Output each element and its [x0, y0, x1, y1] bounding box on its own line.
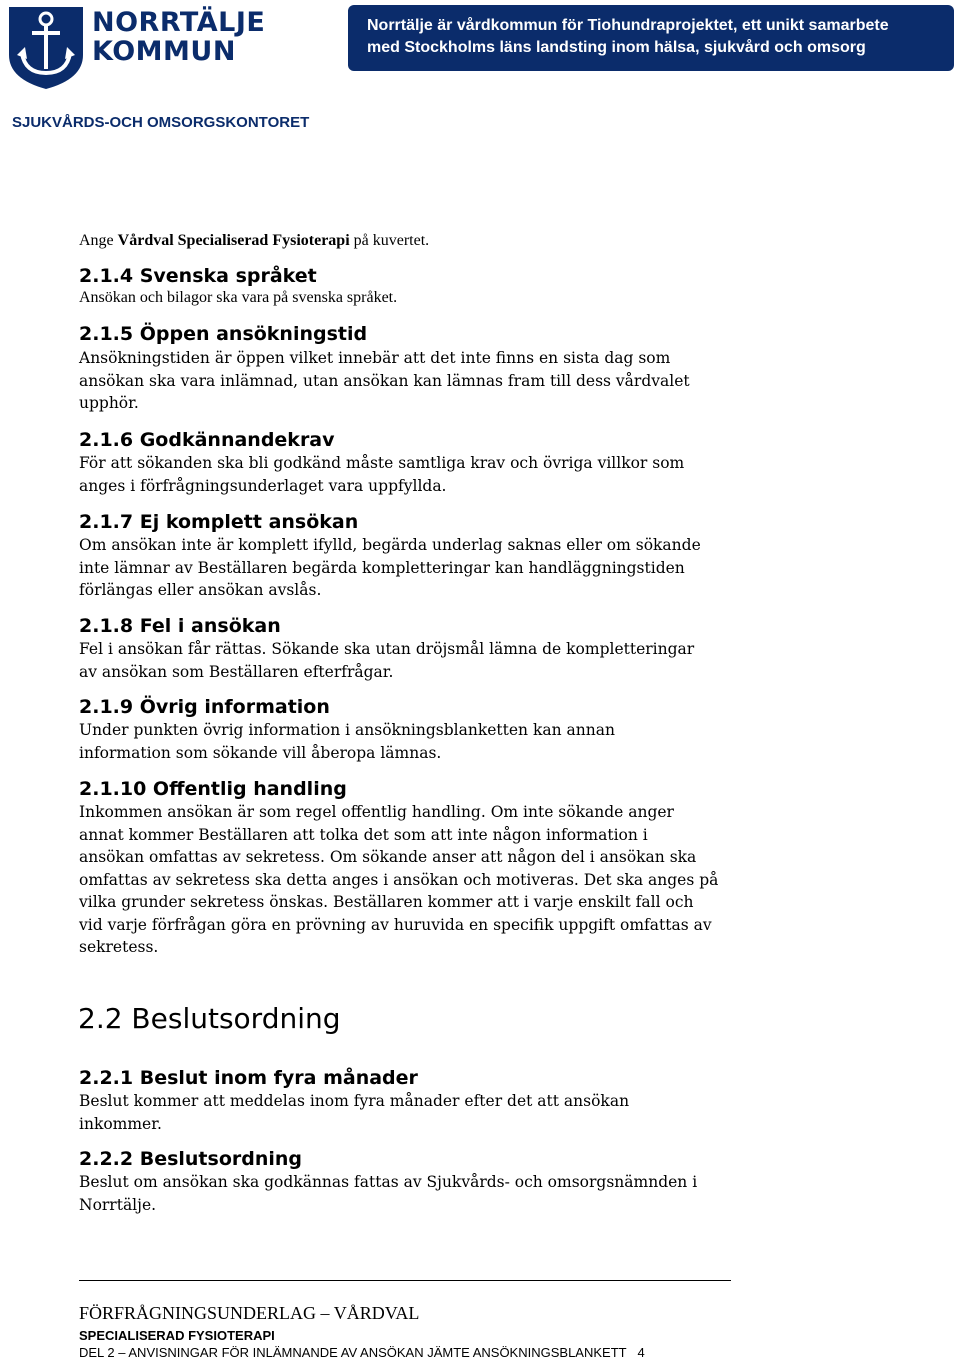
- heading-2-1-4: 2.1.4 Svenska språket: [79, 265, 317, 287]
- paragraph-2-1-8: [79, 638, 694, 683]
- heading-2-1-5: 2.1.5 Öppen ansökningstid: [79, 323, 368, 345]
- text-line: vid varje förfrågan göra en prövning av huruvida en specifik uppgift omfattas av: [79, 915, 712, 934]
- heading-2-1-7: 2.1.7 Ej komplett ansökan: [79, 511, 359, 533]
- intro-bold: Vårdval Specialiserad Fysioterapi: [117, 232, 350, 249]
- paragraph-2-2-2: [79, 1171, 697, 1216]
- text-line: inkommer.: [79, 1114, 162, 1133]
- heading-2-1-9: 2.1.9 Övrig information: [79, 696, 330, 718]
- text-line: av ansökan som Beställaren efterfrågar.: [79, 662, 394, 681]
- footer-title: FÖRFRÅGNINGSUNDERLAG – VÅRDVAL: [79, 1303, 420, 1323]
- text-line: förlängas eller ansökan avslås.: [79, 581, 322, 599]
- text-line: Inkommen ansökan är som regel offentlig handling. Om inte sökande anger: [79, 803, 674, 821]
- text-line: Om ansökan inte är komplett ifylld, begärda underlag saknas eller om sökande: [79, 536, 701, 554]
- text-line: upphör.: [79, 394, 139, 412]
- footer-subtitle: SPECIALISERAD FYSIOTERAPI: [79, 1328, 275, 1343]
- logo-text-line2: KOMMUN: [92, 36, 236, 67]
- header-banner: [348, 5, 954, 71]
- text-line: information som sökande vill åberopa lämnas.: [79, 743, 442, 762]
- text-line: anges i förfrågningsunderlaget vara uppfyllda.: [79, 476, 447, 495]
- text-line: Beslut kommer att meddelas inom fyra månader efter det att ansökan: [79, 1092, 630, 1110]
- heading-2-2-1: 2.2.1 Beslut inom fyra månader: [79, 1067, 418, 1089]
- heading-2-1-10: 2.1.10 Offentlig handling: [79, 778, 347, 800]
- text-2-1-4: Ansökan och bilagor ska vara på svenska språket.: [79, 289, 398, 306]
- anchor-shield-icon: [5, 3, 87, 91]
- paragraph-2-1-7: [79, 534, 701, 602]
- footer-part-label: DEL 2 – ANVISNINGAR FÖR INLÄMNANDE AV ANSÖKAN JÄMTE ANSÖKNINGSBLANKETT: [79, 1345, 627, 1360]
- heading-2-1-8: 2.1.8 Fel i ansökan: [79, 615, 281, 637]
- text-line: Beslut om ansökan ska godkännas fattas av Sjukvårds- och omsorgsnämnden i: [79, 1173, 698, 1191]
- text-line: Fel i ansökan får rättas. Sökande ska utan dröjsmål lämna de kompletteringar: [79, 640, 695, 658]
- text-line: ansökan omfattas av sekretess. Om sökande anser att någon del i ansökan ska: [79, 848, 697, 866]
- text-line: annat kommer Beställaren att tolka det som att inte någon information i: [79, 825, 648, 844]
- text-line: För att sökanden ska bli godkänd måste samtliga krav och övriga villkor som: [79, 454, 685, 472]
- text-line: Under punkten övrig information i ansökningsblanketten kan annan: [79, 721, 615, 739]
- footer-document-part: [79, 1345, 645, 1360]
- banner-line-1: Norrtälje är vårdkommun för Tiohundraprojektet, ett unikt samarbete: [367, 17, 889, 34]
- text-line: Norrtälje.: [79, 1195, 157, 1214]
- text-line: sekretess.: [79, 938, 159, 956]
- intro-prefix: Ange: [79, 232, 118, 249]
- text-line: ansökan ska vara inlämnad, utan ansökan kan lämnas fram till dess vårdvalet: [79, 371, 690, 390]
- norrtalje-logo: [5, 3, 87, 91]
- text-line: omfattas av sekretess ska detta anges i ansökan och motiveras. Det ska anges på: [79, 870, 719, 889]
- banner-line-2: med Stockholms läns landsting inom hälsa, sjukvård och omsorg: [367, 39, 866, 56]
- intro-line: [79, 232, 429, 250]
- heading-2-2-2: 2.2.2 Beslutsordning: [79, 1148, 303, 1170]
- paragraph-2-1-5: [79, 347, 690, 415]
- heading-2-2: 2.2 Beslutsordning: [78, 1002, 341, 1035]
- footer-divider: [79, 1280, 731, 1281]
- intro-suffix: på kuvertet.: [349, 232, 430, 249]
- office-name: SJUKVÅRDS-OCH OMSORGSKONTORET: [12, 114, 310, 131]
- heading-2-1-6: 2.1.6 Godkännandekrav: [79, 429, 335, 451]
- paragraph-2-2-1: [79, 1090, 629, 1135]
- paragraph-2-1-6: [79, 452, 684, 497]
- text-line: Ansökningstiden är öppen vilket innebär att det inte finns en sista dag som: [79, 349, 671, 367]
- text-line: inte lämnar av Beställaren begärda kompletteringar kan handläggningstiden: [79, 558, 685, 577]
- paragraph-2-1-9: [79, 719, 615, 764]
- logo-text-line1: NORRTÄLJE: [92, 7, 266, 38]
- paragraph-2-1-10: [79, 801, 718, 959]
- page-number: 4: [637, 1345, 645, 1360]
- text-line: vilka grunder sekretess önskas. Beställaren kommer att i varje enskilt fall och: [79, 893, 694, 911]
